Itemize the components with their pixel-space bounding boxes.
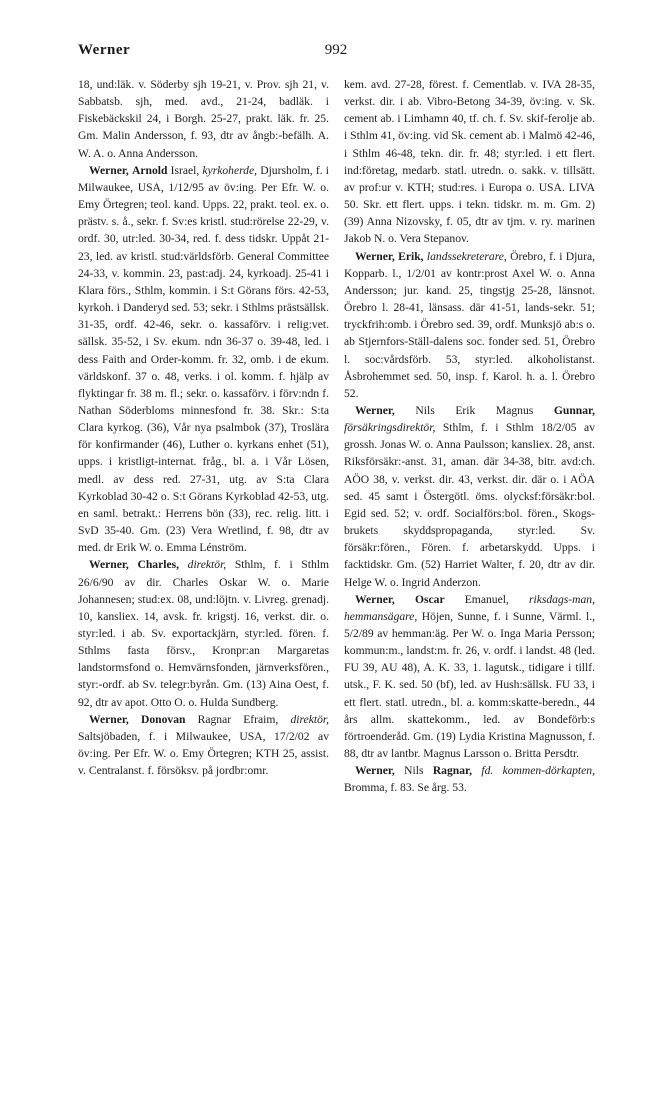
entry-given-name: Oscar: [414, 592, 445, 606]
entry-title: riksdags-man, hemmansägare,: [344, 592, 595, 623]
entry-title: direktör,: [187, 558, 227, 572]
biography-entry: [78, 162, 329, 557]
entry-given-rest: [179, 558, 188, 571]
entry-text: Örebro, f. i Djura, Kopparb. l., 1/2/01 av kontr:prost Axel W. o. Anna Andersson; jur. kand. 25, tingstjg 25-28, länsnot. Örebro l. 28-41, länsass. där 41-51, lands-sekr. 51; tryckfrih:omb. i Örebro sed. 39, ordf. Munksjö ab:s o. ab Stjernfors-Ställ-dalens soc. fonder sed. 51, Örebro l. soc:vårdsförb. 53, styr:led. alkoholistanst. Åsbrohemmet sed. 50, insp. f. Karol. h. a. l. Örebro 52.: [344, 249, 595, 400]
entry-given-rest: Nils: [404, 764, 433, 778]
entry-surname: Werner,: [355, 249, 395, 263]
entry-title: fd. kommen-dörkapten,: [481, 764, 595, 778]
entry-text: Saltsjöbaden, f. i Milwaukee, USA, 17/2/02 av öv:ing. Per Efr. W. o. Emy Örtegren; KTH 25, assist. v. Centralanst. f. försöksv. på jordbr:omr.: [78, 729, 329, 778]
entry-title: kyrkoherde,: [202, 163, 258, 177]
entry-text: Bromma, f. 83. Se årg. 53.: [344, 781, 467, 795]
continuation-text: kem. avd. 27-28, förest. f. Cementlab. v. IVA 28-35, verkst. dir. i ab. Vibro-Betong 34-39, öv:ing. v. Sk. cement ab. i Limhamn 40, tf. ch. f. Sv. skif-ferolje ab. i Sthlm 41, öv:ing. vid Sk. cement ab. i Malmö 42-46, i Sthlm 46-48, tekn. dir. fr. 48; styr:led. i ett flert. ind:företag, medarb. statl. utredn. o. sakk. v. tillsätt. av prof:ur v. KTH; stud:res. i Europa o. USA. LIVA 50. Skr. ett flert. upps. i tekn. tidskr. m. m. Gm. 2) (39) Anna Nizovsky, f. 05, dtr av tjm. v. ry. marinen Jakob N. o. Vera Stepanov.: [344, 78, 595, 246]
entry-given-name: Gunnar,: [553, 403, 595, 417]
entry-given-rest: Ragnar Efraim,: [185, 712, 291, 726]
entry-given-name: Ragnar,: [432, 764, 473, 778]
entry-given-rest: Emanuel,: [444, 592, 529, 606]
continuation-text: 18, und:läk. v. Söderby sjh 19-21, v. Prov. sjh 21, v. Sabbatsb. sjh, med. avd., 21-24, badläk. i Fiskebäckskil 24, i Borgh. 25-27, prakt. läk. fr. 25. Gm. Malin Andersson, f. 93, dtr av ångb:-befälh. A. W. A. o. Anna Andersson.: [78, 78, 329, 160]
entry-title: landssekreterare,: [426, 249, 507, 263]
entry-text: Sthlm, f. i Sthlm 18/2/05 av grossh. Jonas W. o. Anna Paulsson; kansliex. 28, anst. Riksförsäkr:-anst. 31, aman. där 34-38, bitr. avd:ch. AÖO 38, v. verkst. dir. 43, verkst. dir. där o. i AÖA sed. 45 samt i Östergötl. öms. olycksf:försäkr:bol. Egid sed. 52; v. ordf. Socialförs:bol. fören., Skogs-brukets skyddspropaganda, styr:led. Sv. försäkr:fören., Fören. f. arbetarskydd. Upps. i facktidskr. Gm. (52) Harriet Walter, f. 20, dtr av dir. Helge W. o. Ingrid Anderzon.: [344, 421, 595, 589]
entry-title: direktör,: [290, 712, 329, 726]
page-number: 992: [324, 42, 348, 58]
biography-entry: [344, 762, 595, 796]
entry-title: försäkringsdirektör,: [344, 421, 436, 435]
entry-given-name: Donovan: [140, 712, 186, 726]
page-header: [78, 42, 594, 66]
biography-entry: [78, 711, 329, 780]
entry-given-rest: Nils Erik Magnus: [415, 403, 554, 417]
entry-surname: Werner,: [355, 764, 395, 778]
entry-surname: Werner,: [355, 592, 395, 606]
biography-entry: [344, 402, 595, 591]
entry-given-rest: Israel,: [167, 163, 203, 177]
entry-given-name: Charles,: [137, 558, 180, 572]
entry-given-name: Erik,: [398, 249, 424, 263]
entry-text: Sthlm, f. i Sthlm 26/6/90 av dir. Charles Oskar W. o. Marie Johannesen; stud:ex. 08, und:löjtn. v. Livreg. grenadj. 10, kansliex. 14, avsk. fr. krigstj. 16, verkst. dir. o. styr:led. i ab. Sv. exportackjärn, styr:led. fören. f. Sthlms fasta försv., Kronpr:an Margaretas landstormsfond o. Hemvärnsfonden, järnverksfören., styr:-ordf. ab Sv. telegr:byrån. Gm. (13) Aina Oest, f. 92, dtr av apot. Otto O. o. Hulda Sundberg.: [78, 558, 330, 709]
biography-entry: [344, 248, 595, 402]
running-head: Werner: [78, 42, 131, 58]
biography-entry: [78, 556, 329, 710]
entry-surname: Werner,: [89, 558, 129, 572]
entry-surname: Werner,: [355, 403, 395, 417]
entry-surname: Werner,: [89, 163, 129, 177]
biography-entry: [344, 591, 595, 763]
entry-text: Djursholm, f. i Milwaukee, USA, 1/12/95 av öv:ing. Per Efr. W. o. Emy Örtegren; teol. kand. Upps. 22, prakt. teol. ex. o. prästv. s. å., sekr. f. Sv:es kristl. stud:rörelse 22-29, v. ordf. 30, utr:led. 30-34, red. f. dess tidskr. Uppåt 21-23, led. av kristl. stud:världsförb. General Committee 24-33, v. kommin. 23, past:adj. 24, kyrkoadj. 25-41 i Klara förs., Sthlm, kommin. i S:t Görans förs. 42-53, kyrkoh. i Danderyd sed. 53; sekr. i Sthlms prästsällsk. 31-35, ordf. 42-46, sekr. o. kassaförv. i relig:vet. sällsk. 35-52, i Sv. ekum. ndn 36-37 o. 39-48, led. i dess Faith and Order-komm. fr. 32, omb. i de ekum. världskonf. 37 o. 48, verks. i ol. komm. f. hjälp av flyktingar fr. 38 m. fl.; sekr. o. kassaförv. i förv:ndn f. Nathan Söderbloms minnesfond fr. 38. Skr.: S:ta Clara kyrkog. (36), Vår nya psalmbok (37), Troslära för konfirmander (46), Luther o. kyrkans enhet (51), upps. i kristligt-internat. fråg., bl. a. i Vår Lösen, medl. av dess red. 27-31, utg. av S:ta Clara Kyrkoblad 30-42 o. S:t Görans Kyrkoblad 42-53, utg. en saml. betrakt.: Herrens bön (33), rec. relig. litt. i SvD 35-40. Gm. (23) Vera Wretlind, f. 98, dtr av med. dr Erik W. o. Emma Lénström.: [78, 163, 329, 555]
entry-text: Höjen, Sunne, f. i Sunne, Värml. l., 5/2/89 av hemman:äg. Per W. o. Inga Maria Persson; kommun:m., landst:m. fr. 26, v. ordf. i landst. 48 (led. FU 39, AU 48), A. K. 33, 1. lagutsk., tidigare i tillf. utsk., F. K. sed. 50 (bf), led. av Hush:sällsk. FU 33, i ett flert. statl. utredn., bl. a. komm:skatte-beredn., 44 års allm. skattekomm., led. av Bondeförb:s förtroenderåd. Gm. (19) Lydia Kristina Magnusson, f. 88, dtr av lantbr. Magnus Larsson o. Britta Persdtr.: [344, 609, 595, 761]
left-column: [78, 76, 329, 779]
entry-given-name: Arnold: [132, 163, 168, 177]
right-column: [344, 76, 595, 797]
entry-surname: Werner,: [89, 712, 129, 726]
